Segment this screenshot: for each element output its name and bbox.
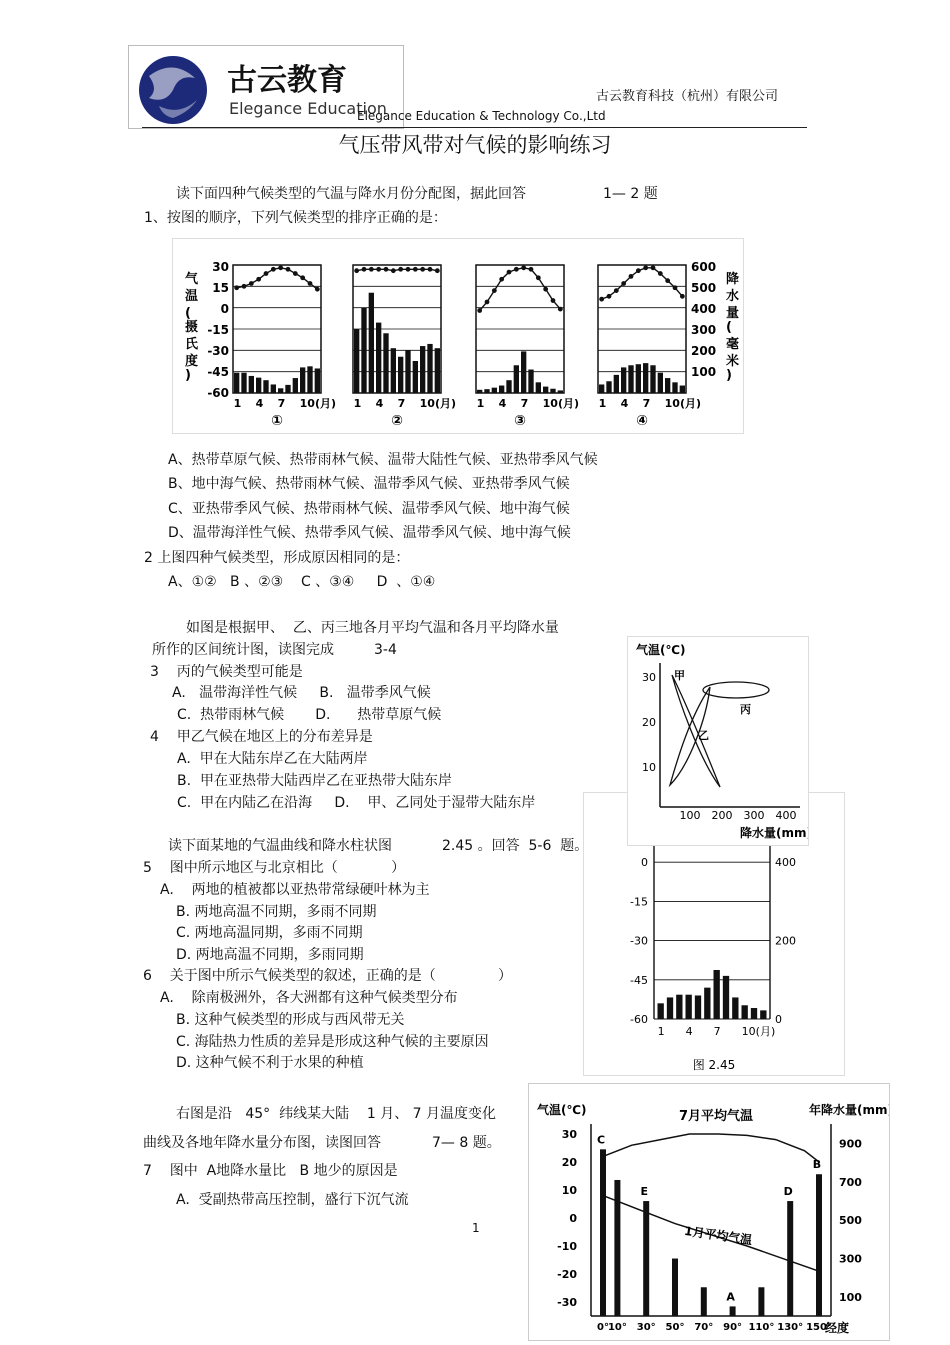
fig4-precip-bar	[730, 1306, 736, 1316]
month-tick: 4	[620, 397, 629, 410]
fig1-left-tick: -30	[207, 344, 229, 358]
precip-bar	[376, 323, 381, 393]
panel-label: ④	[636, 413, 648, 429]
fig4-point-label: B	[812, 1158, 822, 1172]
temp-point	[477, 308, 482, 313]
fig4-july-curve	[603, 1134, 819, 1162]
precip-bar	[307, 366, 312, 393]
fig4-x-tick: 130°	[777, 1322, 804, 1333]
precip-bar	[599, 384, 604, 393]
intro-4-line2: 曲线及各地年降水量分布图，读图回答	[143, 1135, 381, 1151]
precip-bar	[680, 386, 685, 393]
fig3-precip-bar	[686, 995, 692, 1019]
temp-point	[234, 285, 239, 290]
climate-charts-svg	[173, 239, 743, 433]
fig2-ellipse-bing	[703, 682, 769, 698]
intro-1-range: 1— 2 题	[603, 186, 658, 202]
fig4-july-label: 7月平均气温	[679, 1109, 754, 1124]
temp-point	[264, 271, 269, 276]
temp-point	[249, 281, 254, 286]
fig3-left-tick: 0	[641, 856, 648, 870]
fig3-right-tick: 200	[775, 934, 796, 948]
fig4-x-tick: 70°	[694, 1322, 714, 1333]
precip-bar	[413, 361, 418, 393]
month-tick: 1	[476, 397, 485, 410]
intro-2-line2: 所作的区间统计图，读图完成	[152, 642, 334, 658]
question-2-stem: 2 上图四种气候类型，形成原因相同的是：	[144, 550, 410, 566]
precip-bar	[650, 365, 655, 393]
header-rule	[142, 127, 807, 128]
fig3-left-tick: -15	[630, 895, 648, 909]
climate-panel	[598, 265, 701, 429]
panel-label: ①	[271, 413, 283, 429]
fig4-precip-bar	[672, 1259, 678, 1316]
fig3-precip-bar	[667, 997, 673, 1019]
temp-point	[315, 287, 320, 292]
month-tick: 7	[277, 397, 286, 410]
temp-point	[529, 267, 534, 272]
precip-bar	[536, 382, 541, 393]
month-tick: 1	[598, 397, 607, 410]
fig4-precip-bar	[758, 1287, 764, 1316]
q1-option-a: A、热带草原气候、热带雨林气候、温带大陆性气候、亚热带季风气候	[168, 452, 598, 468]
temp-point	[521, 265, 526, 270]
month-tick: 4	[255, 397, 264, 410]
precip-bar	[558, 390, 563, 393]
fig4-left-tick: -20	[557, 1268, 577, 1281]
fig2-x-tick: 100	[679, 809, 701, 822]
temp-point	[286, 267, 291, 272]
fig4-left-tick: 30	[561, 1128, 577, 1141]
fig3-month-tick: 7	[713, 1025, 721, 1038]
intro-3: 读下面某地的气温曲线和降水柱状图	[168, 838, 392, 854]
fig4-right-tick: 300	[839, 1252, 862, 1266]
temp-point	[658, 271, 663, 276]
temp-point	[665, 278, 670, 283]
fig4-x-tick: 0°	[597, 1322, 609, 1333]
q3-options-ab: A. 温带海洋性气候 B. 温带季风气候	[172, 685, 431, 701]
climate-panel	[233, 265, 336, 429]
temp-curve	[357, 269, 438, 270]
climate-panel	[476, 265, 579, 429]
temp-point	[485, 300, 490, 305]
precip-bar	[606, 381, 611, 393]
fig4-x-tick: 50°	[665, 1322, 685, 1333]
fig1-right-tick: 500	[691, 281, 717, 295]
figure-climate-charts	[172, 238, 744, 434]
temp-point	[607, 294, 612, 299]
temp-point	[376, 267, 381, 272]
temp-point	[499, 277, 504, 282]
precip-bar	[354, 329, 359, 393]
page-number: 1	[472, 1221, 480, 1235]
fig4-right-tick: 500	[839, 1214, 862, 1228]
precip-bar	[285, 385, 290, 393]
figure-45n-transect	[528, 1083, 890, 1341]
question-1-stem: 1、按图的顺序，下列气候类型的排序正确的是：	[144, 210, 447, 226]
fig3-precip-bar	[732, 997, 738, 1019]
precip-bar	[614, 375, 619, 393]
fig2-loop-jia	[672, 675, 720, 787]
fig4-x-tick: 10°	[607, 1322, 627, 1333]
temp-point	[507, 270, 512, 275]
fig4-left-tick: 10	[561, 1184, 577, 1197]
fig4-right-tick: 700	[839, 1175, 862, 1189]
temp-point	[643, 265, 648, 270]
fig4-left-tick: -30	[557, 1296, 577, 1309]
precip-bar	[658, 373, 663, 393]
intro-2-line1: 如图是根据甲、 乙、丙三地各月平均气温和各月平均降水量	[186, 620, 559, 636]
month-tick: 7	[642, 397, 651, 410]
fig4-x-tick: 110°	[748, 1322, 775, 1333]
temp-point	[492, 288, 497, 293]
temp-curve	[480, 268, 561, 311]
temp-point	[673, 285, 678, 290]
month-tick: 4	[498, 397, 507, 410]
temp-point	[680, 294, 685, 299]
intro-3-range: 2.45 。回答 5-6 题。	[442, 838, 589, 854]
precip-bar	[484, 389, 489, 393]
fig3-caption: 图 2.45	[692, 1058, 736, 1072]
panel-label: ③	[514, 413, 526, 429]
precip-bar	[521, 351, 526, 393]
temp-point	[621, 281, 626, 286]
precip-bar	[550, 389, 555, 393]
temp-point	[551, 298, 556, 303]
precip-bar	[271, 384, 276, 393]
question-6-stem: 6 关于图中所示气候类型的叙述，正确的是（ ）	[143, 968, 513, 984]
precip-bar	[543, 387, 548, 393]
precip-bar	[278, 388, 283, 393]
fig3-left-tick: -30	[630, 934, 648, 948]
temp-curve	[602, 268, 683, 299]
temp-point	[428, 267, 433, 272]
fig4-right-tick: 900	[839, 1137, 862, 1151]
logo-cn-text: 古云教育	[227, 63, 347, 98]
fig3-precip-bar	[751, 1008, 757, 1019]
precip-bar	[643, 363, 648, 393]
fig4-left-axis-label: 气温(℃)	[537, 1103, 587, 1117]
fig1-left-tick: -60	[207, 386, 229, 400]
fig4-point-label: E	[640, 1185, 648, 1199]
fig1-right-tick: 400	[691, 302, 717, 316]
q6-option-a: A. 除南极洲外，各大洲都有这种气候类型分布	[160, 990, 458, 1006]
fig1-right-tick: 600	[691, 260, 717, 274]
precip-bar	[528, 370, 533, 393]
q1-option-c: C、亚热带季风气候、热带雨林气候、温带季风气候、地中海气候	[168, 501, 570, 517]
fig4-point-label: D	[783, 1185, 793, 1199]
temp-point	[614, 288, 619, 293]
precip-bar	[241, 373, 246, 393]
precip-bar	[636, 364, 641, 393]
fig2-x-label: 降水量(mm)	[740, 826, 808, 840]
temp-point	[398, 267, 403, 272]
temp-point	[369, 267, 374, 272]
temp-point	[536, 275, 541, 280]
temp-point	[420, 267, 425, 272]
temp-point	[435, 268, 440, 273]
month-tick: 7	[397, 397, 406, 410]
fig2-y-label: 气温(℃)	[636, 643, 686, 657]
temp-point	[413, 267, 418, 272]
transect-svg	[529, 1084, 889, 1340]
page-title: 气压带风带对气候的影响练习	[338, 133, 612, 157]
fig2-y-tick: 20	[642, 716, 656, 729]
fig3-left-tick: -45	[630, 973, 648, 987]
precip-bar	[249, 376, 254, 393]
intro-4-range: 7— 8 题。	[432, 1135, 501, 1151]
fig4-right-axis-label: 年降水量(mm)	[809, 1103, 889, 1117]
precip-bar	[514, 365, 519, 393]
temp-point	[406, 267, 411, 272]
fig4-right-tick: 100	[839, 1290, 862, 1304]
company-name-cn: 古云教育科技（杭州）有限公司	[596, 89, 779, 104]
fig4-precip-bar	[643, 1201, 649, 1316]
fig2-label-jia: 甲	[674, 669, 685, 682]
fig1-left-tick: 0	[220, 302, 229, 316]
fig1-right-tick: 300	[691, 323, 717, 337]
fig2-x-tick: 300	[743, 809, 765, 822]
q3-options-cd: C. 热带雨林气候 D. 热带草原气候	[177, 707, 442, 723]
temp-point	[629, 274, 634, 279]
precip-bar	[506, 380, 511, 393]
fig3-precip-bar	[658, 1003, 664, 1019]
fig2-y-tick: 30	[642, 671, 656, 684]
precip-bar	[492, 388, 497, 393]
fig3-month-tick: 1	[657, 1025, 665, 1038]
fig3-right-tick: 400	[775, 856, 796, 870]
logo-en-text: Elegance Education	[229, 99, 387, 118]
fig3-month-tick: 10(月)	[741, 1025, 776, 1038]
q2-options: A、①② B 、②③ C 、③④ D 、①④	[168, 574, 436, 590]
precip-bar	[361, 308, 366, 393]
fig3-right-tick: 0	[775, 1013, 782, 1026]
fig3-precip-bar	[704, 988, 710, 1019]
fig3-precip-bar	[742, 1005, 748, 1019]
precip-bar	[398, 357, 403, 393]
company-name-en: Elegance Education & Technology Co.,Ltd	[357, 109, 606, 123]
fig4-precip-bar	[600, 1149, 606, 1316]
climate-panel	[353, 265, 456, 429]
temp-point	[384, 267, 389, 272]
q5-option-a: A. 两地的植被都以亚热带常绿硬叶林为主	[160, 882, 430, 898]
figure-temp-precip-range	[627, 636, 809, 846]
temp-point	[308, 281, 313, 286]
precip-bar	[477, 390, 482, 393]
temp-point	[300, 275, 305, 280]
q5-option-d: D. 两地高温不同期，多雨同期	[176, 947, 364, 963]
fig1-left-tick: -15	[207, 323, 229, 337]
fig4-jan-label: 1月平均气温	[683, 1223, 754, 1248]
precip-bar	[369, 293, 374, 393]
temp-point	[354, 268, 359, 273]
q5-option-c: C. 两地高温同期，多雨不同期	[176, 925, 363, 941]
intro-4-line1: 右图是沿 45° 纬线某大陆 1 月、 7 月温度变化	[176, 1106, 497, 1122]
fig2-x-tick: 200	[711, 809, 733, 822]
temp-point	[278, 265, 283, 270]
precip-bar	[427, 344, 432, 393]
precip-bar	[391, 348, 396, 393]
precip-bar	[628, 365, 633, 393]
fig4-point-label: A	[726, 1290, 735, 1304]
temp-point	[242, 284, 247, 289]
precip-bar	[420, 346, 425, 393]
fig4-precip-bar	[701, 1287, 707, 1316]
temp-point	[558, 307, 563, 312]
precip-bar	[665, 378, 670, 393]
month-tick: 7	[520, 397, 529, 410]
precip-bar	[315, 368, 320, 393]
intro-1: 读下面四种气候类型的气温与降水月份分配图，据此回答	[176, 186, 526, 202]
fig4-precip-bar	[787, 1201, 793, 1316]
fig4-x-tick: 150°	[806, 1322, 832, 1333]
intro-2-range: 3-4	[374, 642, 397, 658]
month-tick: 10(月)	[664, 397, 702, 410]
month-tick: 10(月)	[299, 397, 337, 410]
temp-point	[271, 267, 276, 272]
month-tick: 1	[353, 397, 362, 410]
fig2-label-bing: 丙	[740, 703, 751, 716]
month-tick: 4	[375, 397, 384, 410]
fig4-left-tick: -10	[557, 1240, 577, 1253]
precip-bar	[405, 350, 410, 393]
precip-bar	[672, 382, 677, 393]
fig1-right-tick: 100	[691, 365, 717, 379]
temp-point	[543, 287, 548, 292]
fig4-point-label: C	[596, 1133, 606, 1147]
temp-point	[514, 267, 519, 272]
fig1-left-axis-label: 气温(摄氏度)	[185, 272, 199, 383]
month-tick: 10(月)	[542, 397, 580, 410]
fig3-precip-bar	[760, 1010, 766, 1019]
fig4-x-label: 经度	[825, 1321, 850, 1335]
month-tick: 1	[233, 397, 242, 410]
question-4-stem: 4 甲乙气候在地区上的分布差异是	[150, 729, 373, 745]
temp-point	[362, 267, 367, 272]
fig1-right-axis-label: 降水量(毫米)	[726, 272, 740, 383]
fig1-left-tick: 30	[212, 260, 229, 274]
temp-point	[391, 268, 396, 273]
fig3-left-tick: -60	[630, 1013, 648, 1026]
q7-option-a: A. 受副热带高压控制，盛行下沉气流	[176, 1192, 409, 1208]
panel-label: ②	[391, 413, 403, 429]
q1-option-b: B、地中海气候、热带雨林气候、温带季风气候、亚热带季风气候	[168, 476, 570, 492]
fig3-precip-bar	[695, 995, 701, 1019]
precip-bar	[435, 348, 440, 393]
question-7-stem: 7 图中 A地降水量比 B 地少的原因是	[143, 1163, 398, 1179]
precip-bar	[263, 380, 268, 393]
q5-option-b: B. 两地高温不同期，多雨不同期	[176, 904, 377, 920]
fig2-label-yi: 乙	[698, 729, 709, 742]
fig2-x-tick: 400	[775, 809, 797, 822]
fig4-left-tick: 0	[569, 1212, 577, 1225]
temp-point	[651, 265, 656, 270]
precip-bar	[293, 378, 298, 393]
q6-option-c: C. 海陆热力性质的差异是形成这种气候的主要原因	[176, 1034, 489, 1050]
temp-point	[599, 297, 604, 302]
fig4-x-tick: 30°	[636, 1322, 656, 1333]
fig4-precip-bar	[816, 1174, 822, 1316]
q4-option-a: A. 甲在大陆东岸乙在大陆两岸	[177, 751, 368, 767]
fig3-precip-bar	[714, 970, 720, 1019]
month-tick: 10(月)	[419, 397, 457, 410]
temp-point	[636, 268, 641, 273]
fig1-left-tick: 15	[212, 281, 229, 295]
question-5-stem: 5 图中所示地区与北京相比（ ）	[143, 860, 406, 876]
q4-option-b: B. 甲在亚热带大陆西岸乙在亚热带大陆东岸	[177, 773, 452, 789]
q6-option-b: B. 这种气候类型的形成与西风带无关	[176, 1012, 405, 1028]
precip-bar	[300, 367, 305, 393]
precip-bar	[383, 333, 388, 393]
precip-bar	[234, 373, 239, 393]
temp-point	[256, 277, 261, 282]
precip-bar	[621, 367, 626, 393]
question-3-stem: 3 丙的气候类型可能是	[150, 664, 303, 680]
fig1-right-tick: 200	[691, 344, 717, 358]
q4-options-cd: C. 甲在内陆乙在沿海 D. 甲、乙同处于湿带大陆东岸	[177, 795, 536, 811]
fig3-precip-bar	[676, 995, 682, 1019]
range-chart-svg	[628, 637, 808, 845]
fig2-y-tick: 10	[642, 761, 656, 774]
fig3-month-tick: 4	[685, 1025, 693, 1038]
precip-bar	[499, 386, 504, 393]
temp-point	[293, 271, 298, 276]
precip-bar	[256, 378, 261, 393]
fig4-x-tick: 90°	[723, 1322, 743, 1333]
fig3-precip-bar	[723, 976, 729, 1019]
q6-option-d: D. 这种气候不利于水果的种植	[176, 1055, 364, 1071]
fig1-left-tick: -45	[207, 365, 229, 379]
fig4-left-tick: 20	[561, 1156, 577, 1169]
q1-option-d: D、温带海洋性气候、热带季风气候、温带季风气候、地中海气候	[168, 525, 571, 541]
